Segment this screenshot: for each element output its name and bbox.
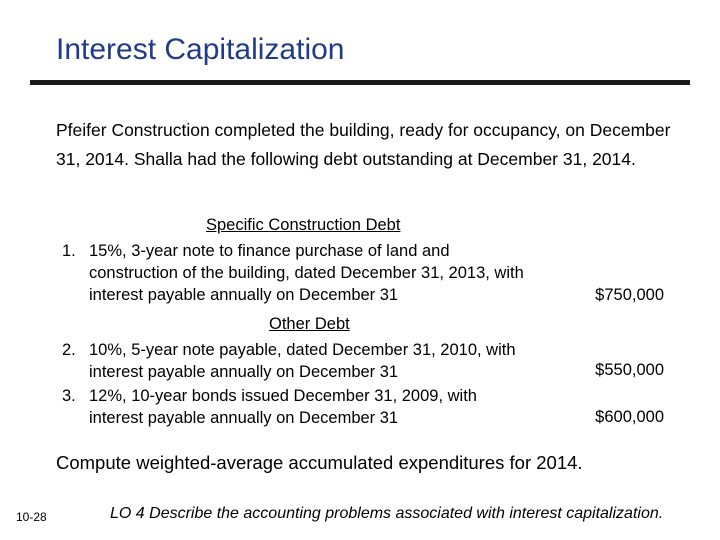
debt-item-line: interest payable annually on December 31 <box>89 409 399 427</box>
slide-number: 10-28 <box>16 510 47 524</box>
debt-item-line: 15%, 3-year note to finance purchase of land and <box>89 242 450 260</box>
intro-paragraph: Pfeifer Construction completed the building, ready for occupancy, on December 31, 2014. Shalla had the following debt outstanding at December 31, 2014. <box>56 120 671 169</box>
debt-item-3 <box>62 385 582 429</box>
debt-item-line: interest payable annually on December 31 <box>89 363 399 381</box>
debt-item-line: 10%, 5-year note payable, dated December 31, 2010, with <box>89 341 516 359</box>
debt-item-line: interest payable annually on December 31 <box>89 286 399 304</box>
other-debt-heading: Other Debt <box>269 315 350 333</box>
debt-item-1 <box>62 240 582 306</box>
debt-item-number: 1. <box>62 242 76 260</box>
slide-title: Interest Capitalization <box>56 33 345 66</box>
compute-instruction: Compute weighted-average accumulated expenditures for 2014. <box>56 452 583 473</box>
debt-item-text <box>89 240 569 306</box>
debt-item-number: 2. <box>62 341 76 359</box>
debt-amount-1: $750,000 <box>595 286 664 304</box>
debt-item-line: construction of the building, dated December 31, 2013, with <box>89 264 524 282</box>
debt-item-text <box>89 385 569 429</box>
debt-item-text <box>89 339 569 383</box>
title-divider <box>30 80 690 85</box>
debt-amount-3: $600,000 <box>595 408 664 426</box>
debt-amount-2: $550,000 <box>595 361 664 379</box>
debt-item-number: 3. <box>62 387 76 405</box>
learning-objective: LO 4 Describe the accounting problems associated with interest capitalization. <box>110 505 664 522</box>
debt-item-2 <box>62 339 582 383</box>
debt-item-line: 12%, 10-year bonds issued December 31, 2009, with <box>89 387 477 405</box>
specific-debt-heading: Specific Construction Debt <box>206 216 401 234</box>
